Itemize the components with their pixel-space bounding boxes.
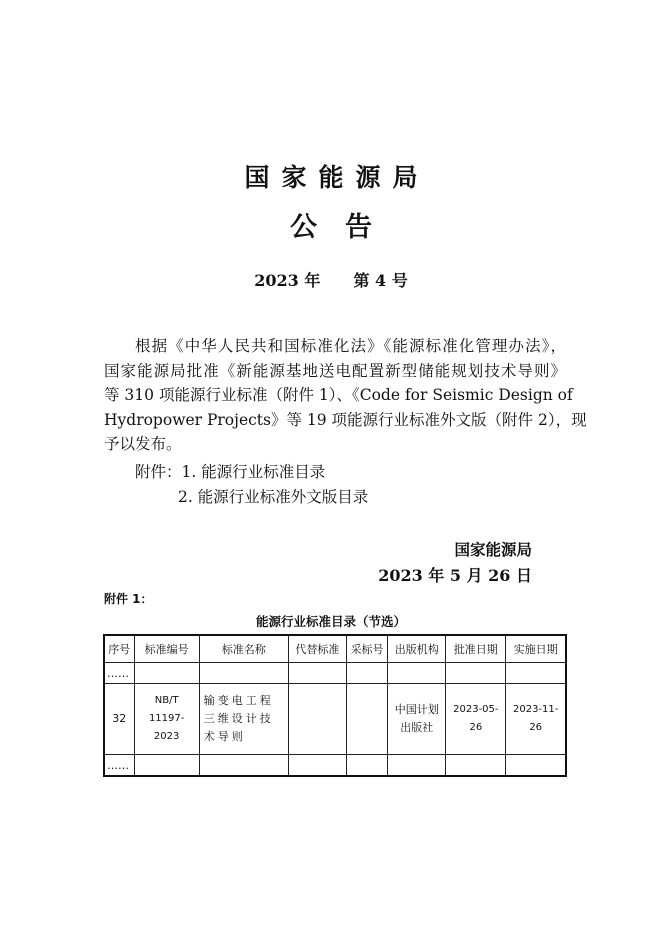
appendix-label: 附件 1： (104, 592, 153, 606)
col-header-seq: 序号 (104, 635, 134, 663)
col-header-effective-date: 实施日期 (506, 635, 566, 663)
announcement-paragraph (104, 334, 587, 457)
ellipsis-cell: …… (104, 663, 134, 684)
paragraph-line: 国家能源局批准《新能源基地送电配置新型储能规划技术导则》 (104, 361, 566, 380)
standards-table (103, 634, 567, 777)
col-header-publisher: 出版机构 (388, 635, 446, 663)
table-title: 能源行业标准目录（节选） (255, 614, 406, 629)
signature-date: 2023 年 5 月 26 日 (378, 566, 532, 585)
cell-replaces (288, 684, 346, 755)
col-header-adopted: 采标号 (346, 635, 387, 663)
cell-adopted (346, 684, 387, 755)
paragraph-line: 等 310 项能源行业标准（附件 1）、《Code for Seismic Design of (104, 386, 573, 404)
cell-code-line1: NB/T (154, 695, 179, 706)
table-row (104, 684, 566, 755)
signature-issuer: 国家能源局 (454, 541, 532, 559)
table-row (104, 663, 566, 684)
cell-publisher: 中国计划出版社 (388, 684, 446, 755)
table-header-row (104, 635, 566, 663)
cell-seq: 32 (104, 684, 134, 755)
cell-code (134, 684, 199, 755)
col-header-name: 标准名称 (199, 635, 288, 663)
ellipsis-cell: …… (104, 755, 134, 777)
col-header-replaces: 代替标准 (288, 635, 346, 663)
col-header-approve-date: 批准日期 (446, 635, 506, 663)
issue-number (0, 268, 662, 291)
document-type: 公告 (290, 212, 400, 243)
col-header-code: 标准编号 (134, 635, 199, 663)
paragraph-line: 予以发布。 (104, 435, 182, 453)
cell-name: 输变电工程三维设计技术导则 (199, 684, 288, 755)
paragraph-line: Hydropower Projects》等 19 项能源行业标准外文版（附件 2），现 (104, 410, 587, 429)
cell-effective-date: 2023-11-26 (506, 684, 566, 755)
cell-approve-date: 2023-05-26 (446, 684, 506, 755)
paragraph-line: 根据《中华人民共和国标准化法》《能源标准化管理办法》， (135, 337, 566, 355)
issuer-title: 国家能源局 (244, 163, 430, 192)
attachment-1-line: 附件：1. 能源行业标准目录 (135, 463, 326, 481)
attachment-2-line: 2. 能源行业标准外文版目录 (178, 488, 369, 506)
table-row (104, 755, 566, 777)
cell-code-line2: 11197-2023 (148, 713, 185, 742)
issue-no: 第 4 号 (353, 271, 408, 290)
issue-year: 2023 年 (254, 271, 321, 290)
